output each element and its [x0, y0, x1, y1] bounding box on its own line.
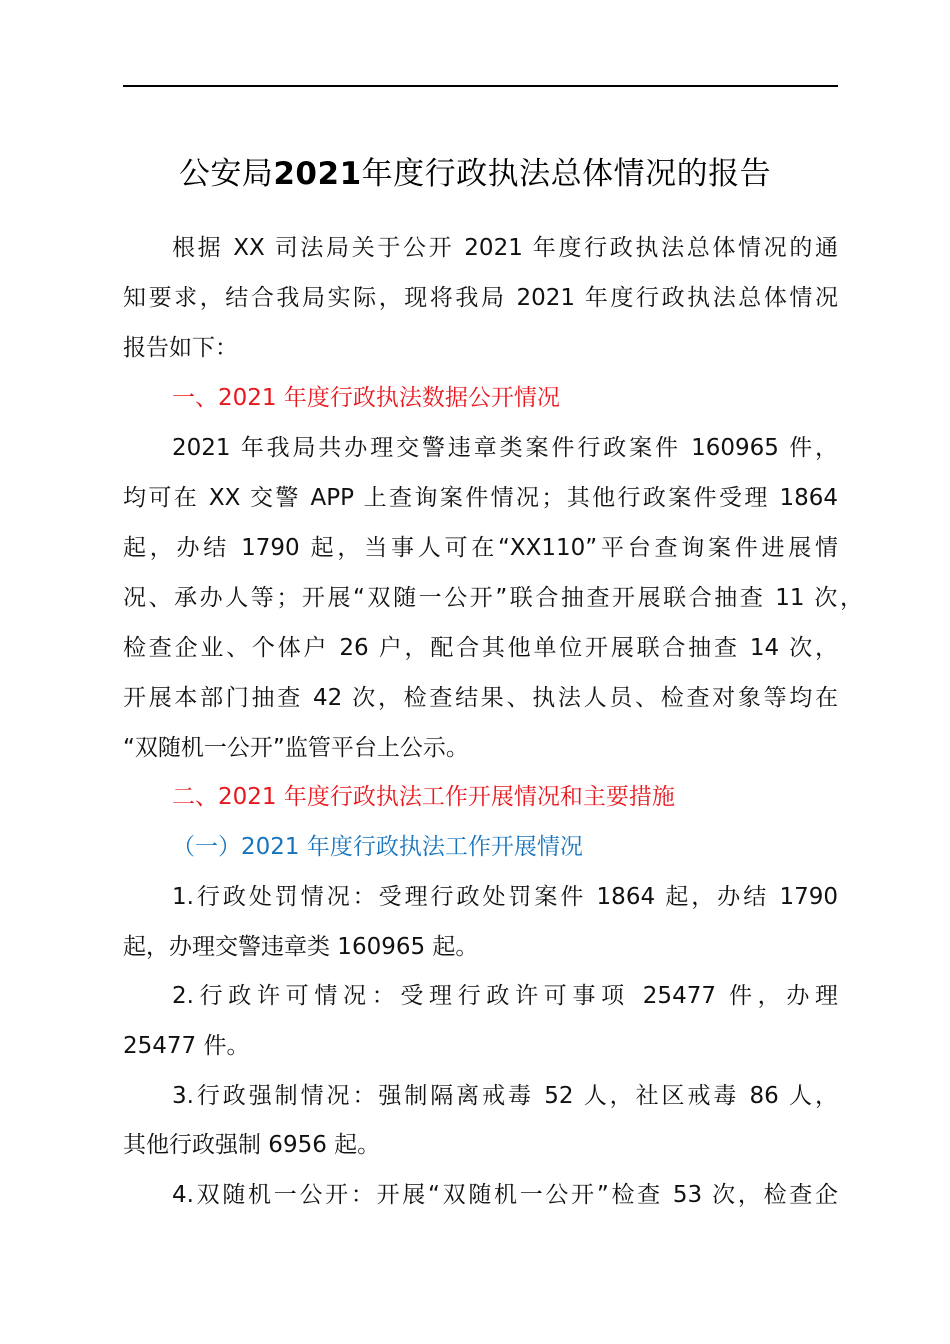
paragraph-line: 起，办结 1790 起，当事人可在“XX110”平台查询案件进展情 [123, 535, 838, 561]
paragraph-line: 均可在 XX 交警 APP 上查询案件情况；其他行政案件受理 1864 [123, 485, 838, 511]
paragraph-line: 报告如下： [123, 335, 238, 361]
paragraph-line: 其他行政强制 6956 起。 [123, 1132, 381, 1158]
paragraph-line: 3.行政强制情况：强制隔离戒毒 52 人，社区戒毒 86 人， [172, 1083, 838, 1109]
section-heading: 一、2021 年度行政执法数据公开情况 [172, 385, 560, 411]
title-year: 2021 [273, 156, 362, 192]
paragraph-line: 2.行政许可情况：受理行政许可事项 25477 件，办理 [172, 983, 838, 1009]
paragraph-line: 检查企业、个体户 26 户，配合其他单位开展联合抽查 14 次， [123, 635, 838, 661]
paragraph-line: 根据 XX 司法局关于公开 2021 年度行政执法总体情况的通 [172, 235, 838, 261]
paragraph-line: 2021 年我局共办理交警违章类案件行政案件 160965 件， [172, 435, 838, 461]
header-rule [123, 85, 838, 87]
title-prefix: 公安局 [178, 156, 274, 192]
paragraph-line: 4.双随机一公开：开展“双随机一公开”检查 53 次，检查企 [172, 1182, 838, 1208]
section-heading: 二、2021 年度行政执法工作开展情况和主要措施 [172, 784, 675, 810]
page-title [0, 150, 950, 198]
paragraph-line: 开展本部门抽查 42 次，检查结果、执法人员、检查对象等均在 [123, 685, 838, 711]
paragraph-line: 起，办理交警违章类 160965 起。 [123, 934, 479, 960]
title-suffix: 年度行政执法总体情况的报告 [361, 156, 772, 192]
paragraph-line: “双随机一公开”监管平台上公示。 [123, 735, 469, 761]
paragraph-line: 1.行政处罚情况：受理行政处罚案件 1864 起，办结 1790 [172, 884, 838, 910]
paragraph-line: 知要求，结合我局实际，现将我局 2021 年度行政执法总体情况 [123, 285, 838, 311]
subsection-heading: （一）2021 年度行政执法工作开展情况 [172, 834, 583, 860]
paragraph-line: 况、承办人等；开展“双随一公开”联合抽查开展联合抽查 11 次， [123, 585, 863, 611]
paragraph-line: 25477 件。 [123, 1033, 250, 1059]
